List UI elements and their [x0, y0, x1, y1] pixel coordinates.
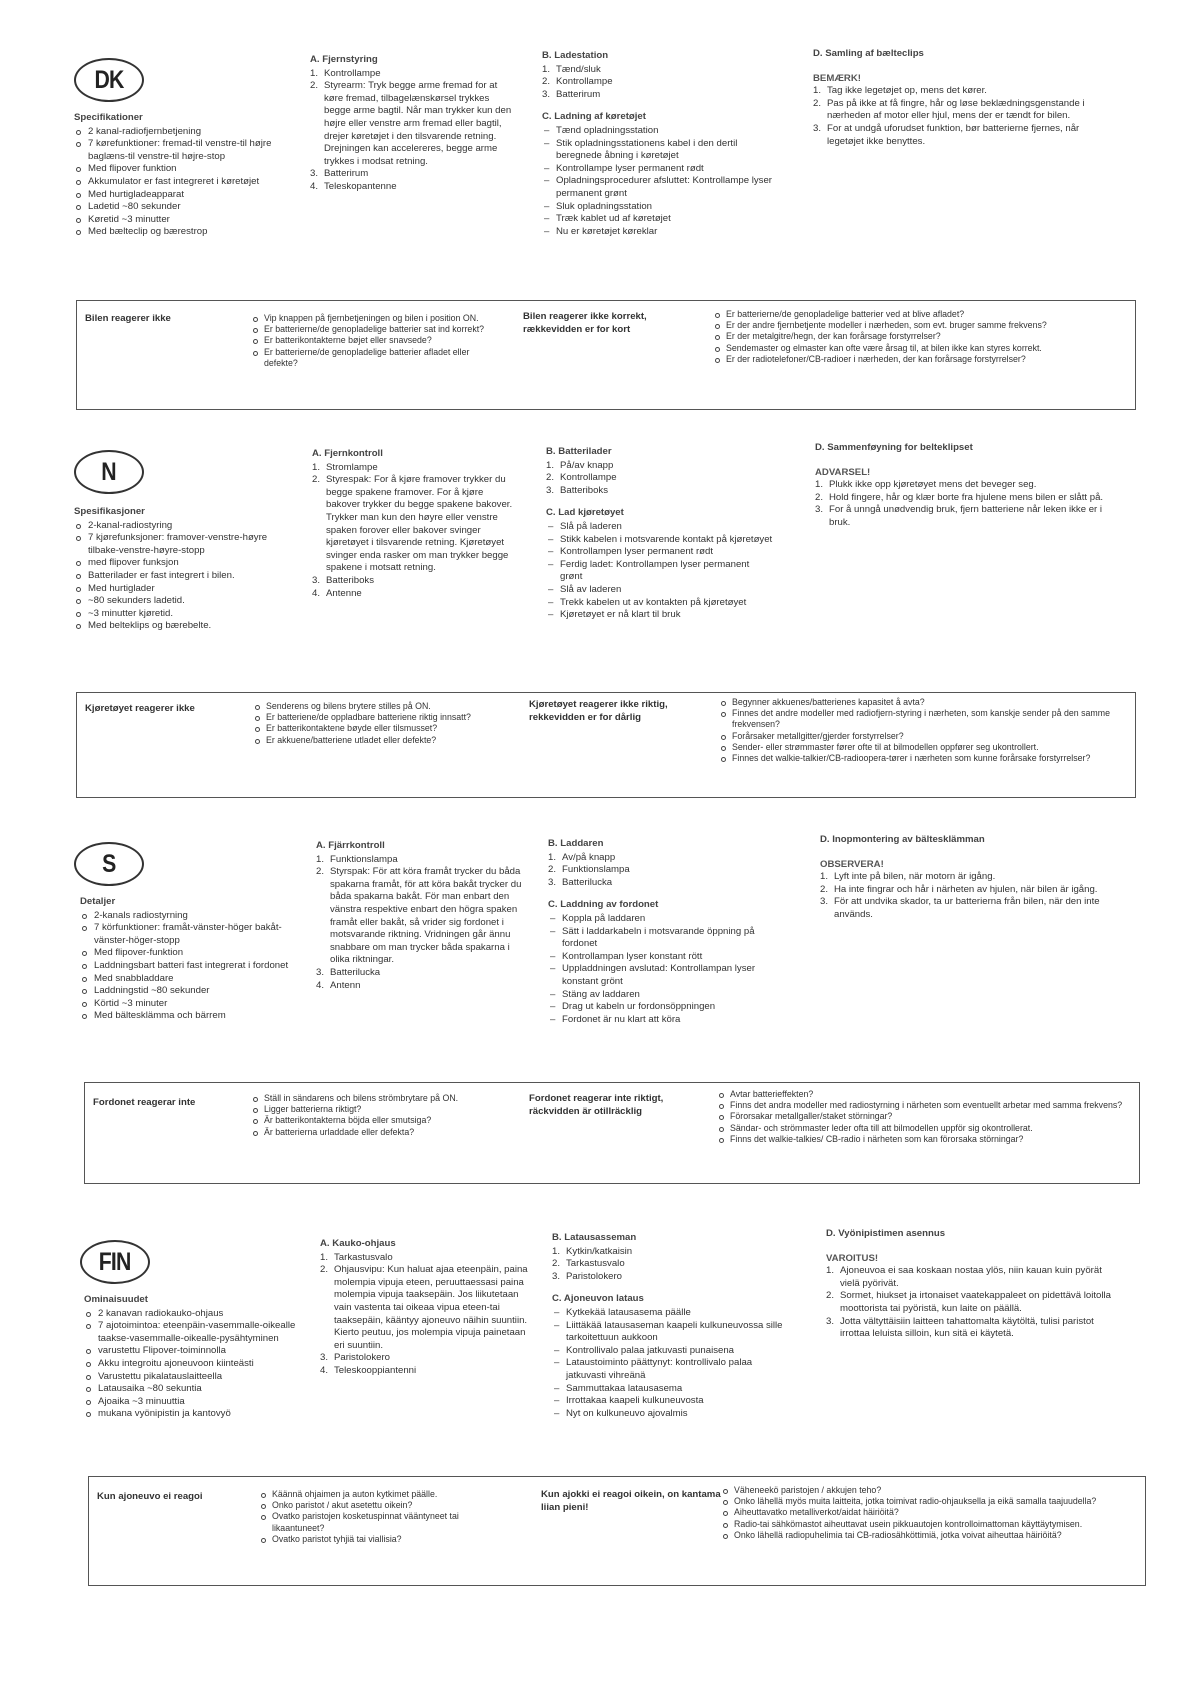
list-item: Varustettu pikalatauslaitteella [84, 1371, 300, 1384]
list-item: Latausaika ~80 sekuntia [84, 1383, 300, 1396]
trouble-list-2 [721, 1485, 1137, 1541]
list-item: ~80 sekunders ladetid. [74, 595, 284, 608]
trouble-list-2 [713, 309, 1129, 365]
trouble-list-1 [259, 1489, 499, 1545]
country-code: FIN [99, 1247, 131, 1276]
country-code: S [102, 849, 116, 878]
list-item: 2. Tarkastusvalo [552, 1258, 625, 1270]
remote-title: A. Fjärrkontroll [316, 840, 385, 851]
list-item: – Slå av laderen [546, 584, 774, 597]
list-item: 3. Batterirum [310, 168, 369, 180]
list-item: Med flipover funktion [74, 163, 284, 176]
list-item: 1. Stromlampe [312, 461, 378, 473]
list-item: – Slå på laderen [546, 521, 774, 534]
list-item: Med belteklips og bærebelte. [74, 620, 284, 633]
list-item: Akkumulator er fast integreret i køretøjet [74, 176, 284, 189]
trouble-label-2: Kun ajokki ei reagoi oikein, on kantama liian pieni! [541, 1489, 721, 1513]
spec-title: Ominaisuudet [84, 1294, 148, 1305]
charging-title: C. Ladning af køretøjet [542, 111, 646, 123]
list-item: Er der andre fjernbetjente modeller i nærheden, som evt. bruger samme frekvens? [713, 320, 1129, 331]
list-item: 2. Styrespak: For å kjøre framover trykker du begge spakene framover. For å kjøre bakover trykker du begge spakene bakover. Trykker man kun den høyre eller venstre spaken forover eller bakover svinger kjøretøyet i tilsvarende retning. Kjøretøyet svinger enda rasker om man trykker begge spakene i motsatt retning. [312, 474, 513, 574]
list-item: 1. Tarkastusvalo [320, 1251, 393, 1263]
list-item: – Opladningsprocedurer afsluttet: Kontrollampe lyser permanent grønt [542, 175, 772, 200]
list-item: – Sluk opladningsstation [542, 201, 772, 214]
list-item: – Liittäkää latausaseman kaapeli kulkuneuvossa sille tarkoitettuun aukkoon [552, 1320, 792, 1345]
charger-title: B. Ladestation [542, 50, 609, 61]
country-badge [74, 842, 144, 886]
country-badge [74, 450, 144, 494]
trouble-label-2: Fordonet reagerar inte riktigt, räckvidden är otillräcklig [529, 1093, 664, 1117]
list-item: 3. Batteriboks [312, 574, 374, 586]
list-item: mukana vyönipistin ja kantovyö [84, 1408, 300, 1421]
list-item: Er akkuene/batteriene utladet eller defekte? [253, 735, 493, 746]
list-item: – Kontrollivalo palaa jatkuvasti punaisena [552, 1345, 792, 1358]
list-item: Sendemaster og elmaster kan ofte være årsag til, at bilen ikke kan styres korrekt. [713, 343, 1129, 354]
list-item: Køretid ~3 minutter [74, 214, 284, 227]
list-item: Finns det walkie-talkies/ CB-radio i närheten som kan förorsaka störningar? [717, 1134, 1131, 1145]
list-item: Onko lähellä myös muita laitteita, jotka toimivat radio-ohjauksella ja eikä samalla taajuudella? [721, 1496, 1137, 1507]
trouble-label-1: Kjøretøyet reagerer ikke [85, 703, 195, 714]
list-item: 7 körfunktioner: framåt-vänster-höger bakåt-vänster-höger-stopp [80, 922, 290, 947]
charging-title: C. Laddning av fordonet [548, 899, 659, 911]
charger-title: B. Batterilader [546, 446, 612, 457]
list-item: – Sätt i laddarkabeln i motsvarande öppning på fordonet [548, 926, 776, 951]
spec-list [74, 520, 284, 633]
remote-title: A. Kauko-ohjaus [320, 1238, 396, 1249]
list-item: ~3 minutter kjøretid. [74, 608, 284, 621]
list-item: 4. Antenn [316, 979, 361, 991]
clip-title: D. Inopmontering av bältesklämman [820, 834, 985, 845]
country-badge [80, 1240, 150, 1284]
list-item: 3. Batterilucka [316, 966, 381, 978]
list-item: 1. Tænd/sluk [542, 63, 601, 75]
spec-title: Spesifikasjoner [74, 506, 145, 517]
list-item: varustettu Flipover-toiminnolla [84, 1345, 300, 1358]
list-item: 1. På/av knapp [546, 459, 614, 471]
list-item: 2. Kontrollampe [542, 76, 613, 88]
list-item: 3. Jotta vältyttäisiin laitteen tahattomalta käytöltä, tulisi paristot irrottaa leluista silloin, kun sitä ei käytetä. [826, 1315, 1094, 1340]
charger-column [552, 1232, 792, 1420]
trouble-label-1: Fordonet reagerar inte [93, 1097, 196, 1108]
country-code: N [101, 457, 117, 486]
trouble-list-2 [719, 697, 1129, 764]
list-item: 3. För att undvika skador, ta ur batterierna från bilen, när den inte används. [820, 896, 1100, 920]
list-item: 2. Hold fingere, hår og klær borte fra hjulene mens bilen er slått på. [815, 491, 1104, 503]
remote-column [316, 840, 522, 992]
list-item: – Trekk kabelen ut av kontakten på kjøretøyet [546, 597, 774, 610]
charging-title: C. Lad kjøretøyet [546, 507, 624, 519]
list-item: Sändar- och strömmaster leder ofta till att bilmodellen uppför sig okontrollerat. [717, 1123, 1131, 1134]
spec-column [74, 112, 284, 239]
list-item: – Drag ut kabeln ur fordonsöppningen [548, 1001, 776, 1014]
list-item: Er batterierne/de genopladelige batterier afladet eller defekte? [251, 347, 491, 369]
charging-list [552, 1307, 792, 1420]
trouble-label-1: Kun ajoneuvo ei reagoi [97, 1491, 203, 1502]
list-item: Med flipover-funktion [80, 947, 290, 960]
list-item: Avtar batterieffekten? [717, 1089, 1131, 1100]
trouble-label-1: Bilen reagerer ikke [85, 313, 171, 324]
remote-list [316, 854, 522, 993]
country-code: DK [94, 65, 124, 94]
list-item: – Uppladdningen avslutad: Kontrollampan lyser konstant grönt [548, 963, 776, 988]
list-item: – Irrottakaa kaapeli kulkuneuvosta [552, 1395, 792, 1408]
remote-column [310, 54, 516, 194]
list-item: – Lataustoiminto päättynyt: kontrollivalo palaa jatkuvasti vihreänä [552, 1357, 792, 1382]
remote-title: A. Fjernkontroll [312, 448, 383, 459]
list-item: – Ferdig ladet: Kontrollampen lyser permanent grønt [546, 559, 774, 584]
list-item: 1. Ajoneuvoa ei saa koskaan nostaa ylös, niin kauan kuin pyörät vielä pyörivät. [826, 1265, 1102, 1289]
list-item: 4. Antenne [312, 587, 362, 599]
list-item: 2-kanal-radiostyring [74, 520, 284, 533]
list-item: 1. Tag ikke legetøjet op, mens det kører. [813, 85, 987, 97]
list-item: – Kontrollampen lyser permanent rødt [546, 546, 774, 559]
warning-list [813, 85, 1113, 148]
list-item: Med hurtiglader [74, 583, 284, 596]
list-item: 4. Teleskopantenne [310, 180, 397, 192]
list-item: Senderens og bilens brytere stilles på ON. [253, 701, 493, 712]
warning-list [820, 871, 1120, 921]
list-item: 2. Kontrollampe [546, 472, 617, 484]
list-item: 2. Ha inte fingrar och hår i närheten av hjulen, när bilen är igång. [820, 883, 1098, 895]
list-item: 2. Styrearm: Tryk begge arme fremad for at køre fremad, tilbagelænskørsel trykkes begge arme bagtil. Når man trykker kun den højre eller venstre arm fremad eller bagtil, drejer køretøjet i den tilsvarende retning. Drejningen kan accelereres, begge arme trykkes i modsat retning. [310, 80, 512, 167]
list-item: Ladetid ~80 sekunder [74, 201, 284, 214]
list-item: 1. Plukk ikke opp kjøretøyet mens det beveger seg. [815, 479, 1037, 491]
remote-column [312, 448, 518, 600]
list-item: 3. For å unngå unødvendig bruk, fjern batteriene når leken ikke er i bruk. [815, 504, 1103, 528]
list-item: 1. Kontrollampe [310, 67, 381, 79]
clip-title: D. Samling af bælteclips [813, 48, 924, 59]
list-item: Är batterierna urladdade eller defekta? [251, 1127, 491, 1138]
list-item: Med bælteclip og bærestrop [74, 226, 284, 239]
list-item: Er der metalgitre/hegn, der kan forårsage forstyrrelser? [713, 331, 1129, 342]
remote-column [320, 1238, 530, 1378]
list-item: – Kytkekää latausasema päälle [552, 1307, 792, 1320]
list-item: Ovatko paristojen kosketuspinnat vääntyneet tai likaantuneet? [259, 1511, 499, 1533]
charger-list [552, 1246, 792, 1284]
trouble-label-2: Kjøretøyet reagerer ikke riktig, rekkevidden er for dårlig [529, 699, 668, 723]
list-item: 2 kanavan radiokauko-ohjaus [84, 1308, 300, 1321]
list-item: Förorsakar metallgaller/staket störningar? [717, 1111, 1131, 1122]
list-item: 4. Teleskooppiantenni [320, 1364, 417, 1376]
spec-list [74, 126, 284, 239]
warning-label: ADVARSEL! [815, 466, 871, 478]
list-item: 2. Funktionslampa [548, 864, 630, 876]
list-item: Laddningstid ~80 sekunder [80, 985, 290, 998]
list-item: Väheneekö paristojen / akkujen teho? [721, 1485, 1137, 1496]
country-badge [74, 58, 144, 102]
spec-title: Detaljer [80, 896, 116, 907]
spec-title: Specifikationer [74, 112, 143, 123]
remote-list [320, 1252, 530, 1378]
trouble-list-1 [251, 1093, 491, 1138]
list-item: Käännä ohjaimen ja auton kytkimet päälle. [259, 1489, 499, 1500]
list-item: 3. Batterirum [542, 88, 601, 100]
remote-title: A. Fjernstyring [310, 54, 378, 65]
list-item: 3. Paristolokero [320, 1352, 390, 1364]
list-item: 2. Ohjausvipu: Kun haluat ajaa eteenpäin, paina molempia vipuja eteen, peruuttaessasi paina molempia vipuja taaksepäin. Jos liikutetaan vain vastenta tai oikeaa vipua eteen-tai taaksepäin, kääntyy ajoneuvo näihin suuntiin. Kierto peutuu, jos molempia vipuja painetaan eri suuntiin. [320, 1264, 528, 1351]
list-item: Ställ in sändarens och bilens strömbrytare på ON. [251, 1093, 491, 1104]
list-item: Er batterierne/de genopladelige batterier sat ind korrekt? [251, 324, 491, 335]
list-item: Begynner akkuenes/batterienes kapasitet å avta? [719, 697, 1129, 708]
warning-label: BEMÆRK! [813, 72, 861, 84]
list-item: Akku integroitu ajoneuvoon kiinteästi [84, 1358, 300, 1371]
list-item: Med hurtigladeapparat [74, 189, 284, 202]
trouble-list-1 [253, 701, 493, 746]
list-item: – Koppla på laddaren [548, 913, 776, 926]
clip-column [820, 834, 1120, 922]
list-item: Vip knappen på fjernbetjeningen og bilen i position ON. [251, 313, 491, 324]
charger-list [548, 852, 776, 890]
trouble-label-2: Bilen reagerer ikke korrekt, rækkevidden er for kort [523, 311, 647, 335]
list-item: Er batterierne/de genopladelige batterier ved at blive afladet? [713, 309, 1129, 320]
list-item: – Stäng av laddaren [548, 989, 776, 1002]
list-item: Är batterikontakterna böjda eller smutsiga? [251, 1115, 491, 1126]
clip-column [815, 442, 1115, 530]
charging-title: C. Ajoneuvon lataus [552, 1293, 644, 1305]
troubleshooting-box [84, 1082, 1140, 1184]
list-item: Laddningsbart batteri fast integrerat i fordonet [80, 960, 290, 973]
list-item: 3. For at undgå uforudset funktion, bør batterierne fjernes, når legetøjet ikke benyttes. [813, 122, 1080, 147]
list-item: 2. Styrspak: För att köra framåt trycker du båda spakarna framåt, för att köra bakåt trycker du båda spakarna bakåt. För man enbart den vänstra respektive enbart den högra spaken framåt eller bakåt, så vrider sig fordonet i motsvarande riktning. Vridningen går ännu snabbare om man trycker båda spakarna i olika riktningar. [316, 866, 522, 966]
remote-list [312, 462, 518, 601]
troubleshooting-box [76, 300, 1136, 410]
charger-column [546, 446, 774, 622]
list-item: – Stikk kabelen i motsvarende kontakt på kjøretøyet [546, 534, 774, 547]
list-item: 1. Funktionslampa [316, 853, 398, 865]
list-item: 1. Kytkin/katkaisin [552, 1245, 633, 1257]
list-item: 1. Av/på knapp [548, 851, 616, 863]
list-item: Med snabbladdare [80, 973, 290, 986]
troubleshooting-box [76, 692, 1136, 798]
trouble-list-2 [717, 1089, 1131, 1145]
list-item: 2 kanal-radiofjernbetjening [74, 126, 284, 139]
list-item: Finnes det andre modeller med radiofjern-styring i nærheten, som kanskje sender på den samme frekvensen? [719, 708, 1129, 730]
list-item: Er batteriene/de oppladbare batteriene riktig innsatt? [253, 712, 493, 723]
list-item: – Nyt on kulkuneuvo ajovalmis [552, 1408, 792, 1421]
list-item: 2-kanals radiostyrning [80, 910, 290, 923]
list-item: 7 kørefunktioner: fremad-til venstre-til højre baglæns-til venstre-til højre-stop [74, 138, 284, 163]
list-item: – Stik opladningsstationens kabel i den dertil beregnede åbning i køretøjet [542, 138, 772, 163]
charger-title: B. Laddaren [548, 838, 604, 849]
charger-column [548, 838, 776, 1026]
list-item: Batterilader er fast integrert i bilen. [74, 570, 284, 583]
warning-list [815, 479, 1115, 529]
remote-list [310, 68, 516, 194]
list-item: Ovatko paristot tyhjiä tai viallisia? [259, 1534, 499, 1545]
list-item: – Kjøretøyet er nå klart til bruk [546, 609, 774, 622]
list-item: – Træk kablet ud af køretøjet [542, 213, 772, 226]
list-item: 3. Batterilucka [548, 876, 613, 888]
charger-list [546, 460, 774, 498]
list-item: – Kontrollampe lyser permanent rødt [542, 163, 772, 176]
list-item: – Kontrollampan lyser konstant rött [548, 951, 776, 964]
troubleshooting-box [88, 1476, 1146, 1586]
list-item: – Tænd opladningsstation [542, 125, 772, 138]
list-item: Med bältesklämma och bärrem [80, 1010, 290, 1023]
list-item: – Sammuttakaa latausasema [552, 1383, 792, 1396]
list-item: Er batterikontaktene bøyde eller tilsmusset? [253, 723, 493, 734]
list-item: med flipover funksjon [74, 557, 284, 570]
list-item: Er der radiotelefoner/CB-radioer i nærheden, der kan forårsage forstyrrelser? [713, 354, 1129, 365]
charger-title: B. Latausasseman [552, 1232, 637, 1243]
list-item: Er batterikontakterne bøjet eller snavsede? [251, 335, 491, 346]
list-item: 3. Paristolokero [552, 1270, 622, 1282]
list-item: Onko lähellä radiopuhelimia tai CB-radiosähköttimiä, jotka voivat aiheuttaa häiriöitä? [721, 1530, 1137, 1541]
list-item: 2. Sormet, hiukset ja irtonaiset vaatekappaleet on pidettävä loitolla moottorista tai pyöristä, kun laite on päällä. [826, 1290, 1111, 1314]
trouble-list-1 [251, 313, 491, 369]
list-item: Körtid ~3 minuter [80, 998, 290, 1011]
list-item: Ligger batterierna riktigt? [251, 1104, 491, 1115]
list-item: Sender- eller strømmaster fører ofte til at bilmodellen oppfører seg ukontrollert. [719, 742, 1129, 753]
warning-label: VAROITUS! [826, 1252, 879, 1264]
spec-column [80, 896, 290, 1023]
spec-column [74, 506, 284, 633]
list-item: – Nu er køretøjet køreklar [542, 226, 772, 239]
clip-column [813, 48, 1113, 148]
list-item: Finnes det walkie-talkier/CB-radioopera-tører i nærheten som kunne forårsake forstyrrelser? [719, 753, 1129, 764]
list-item: 7 ajotoimintoa: eteenpäin-vasemmalle-oikealle taakse-vasemmalle-oikealle-pysähtyminen [84, 1320, 300, 1345]
list-item: 7 kjørefunksjoner: framover-venstre-høyre tilbake-venstre-høyre-stopp [74, 532, 284, 557]
clip-title: D. Sammenføyning for belteklipset [815, 442, 973, 453]
charging-list [548, 913, 776, 1026]
spec-list [80, 910, 290, 1023]
list-item: Aiheuttavatko metalliverkot/aidat häiriöitä? [721, 1507, 1137, 1518]
charging-list [542, 125, 772, 238]
list-item: – Fordonet är nu klart att köra [548, 1014, 776, 1027]
clip-title: D. Vyönipistimen asennus [826, 1228, 946, 1239]
list-item: Radio-tai sähkömastot aiheuttavat usein pikkuautojen kontrolloimattoman käyttäytymisen. [721, 1519, 1137, 1530]
charging-list [546, 521, 774, 622]
clip-column [826, 1228, 1122, 1341]
charger-column [542, 50, 772, 238]
list-item: Forårsaker metallgitter/gjerder forstyrrelser? [719, 731, 1129, 742]
list-item: Onko paristot / akut asetettu oikein? [259, 1500, 499, 1511]
list-item: 3. Batteriboks [546, 484, 608, 496]
spec-list [84, 1308, 300, 1421]
warning-list [826, 1265, 1122, 1341]
warning-label: OBSERVERA! [820, 858, 884, 870]
list-item: 1. Lyft inte på bilen, när motorn är igång. [820, 871, 996, 883]
list-item: 2. Pas på ikke at få fingre, hår og løse beklædningsgenstande i nærheden af motor eller hjul, mens der er tændt for bilen. [813, 97, 1085, 122]
list-item: Finns det andra modeller med radiostyrning i närheten som eventuellt arbetar med samma frekvens? [717, 1100, 1131, 1111]
charger-list [542, 64, 772, 102]
spec-column [84, 1294, 300, 1421]
list-item: Ajoaika ~3 minuuttia [84, 1396, 300, 1409]
